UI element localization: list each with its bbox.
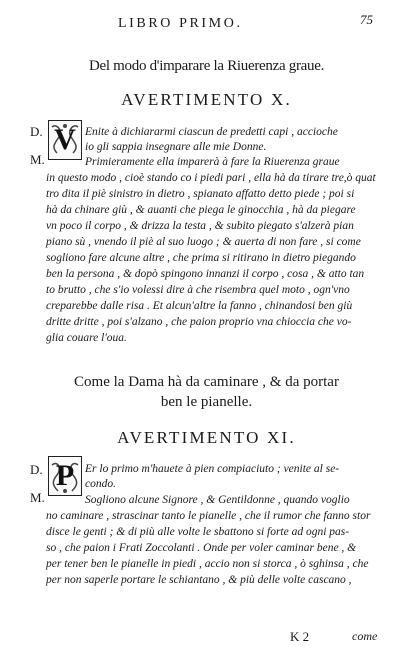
text-line: glia couare l'oua. — [46, 332, 127, 344]
text-line: dritte dritte , poi s'alzano , che paion proprio vna chioccia che vo- — [46, 316, 352, 328]
text-line: Er lo primo m'hauete à pien compiaciuto ; venite al se- — [85, 463, 340, 475]
text-line: tro dita il piè sinistro in dietro , spianato affatto detto piede ; poi si — [46, 188, 355, 200]
speaker-d: D. — [30, 462, 43, 477]
speaker-m: M. — [30, 152, 45, 167]
text-line: in questo modo , cioè stando co i piedi pari , ella hà da tirare tre,ò quat — [46, 172, 376, 184]
text-line: sogliono fare alcune altre , che prima si ritirano in dietro piegando — [46, 252, 356, 264]
text-line: Sogliono alcune Signore , & Gentildonne , quando voglio — [85, 494, 350, 506]
page-number: 75 — [360, 12, 373, 27]
text-line: per non saperle portare le schiantano , & più delle volte cascano , — [46, 574, 352, 586]
text-line: ben la persona , & dopò spingono innanzi il corpo , cosa , & atto tan — [46, 268, 365, 280]
text-line: condo. — [85, 478, 116, 490]
text-line: Enite à dichiararmi ciascun de predetti capi , accioche — [85, 126, 338, 138]
initial-letter: V — [54, 123, 76, 156]
text-line: vn poco il corpo , & drizza la testa , & subito piegato s'alzerà pian — [46, 220, 354, 232]
text-line: piano sù , vnendo il piè al suo luogo ; & auerta di non fare , si come — [46, 236, 361, 248]
avertimento-xi-heading: AVERTIMENTO XI. — [117, 428, 296, 447]
text-line: so , che paion i Frati Zoccolanti . Onde per voler caminar bene , & — [46, 542, 357, 554]
running-head — [0, 10, 413, 34]
running-head-title: LIBRO PRIMO. — [118, 16, 243, 31]
initial-letter: P — [55, 459, 75, 492]
section-heading-dama-line1: Come la Dama hà da caminare , & da portar — [74, 374, 339, 390]
text-line: per tener ben le pianelle in piedi , accio non si storca , ò sghinsa , che — [46, 558, 369, 570]
section-heading-riverenza: Del modo d'imparare la Riuerenza graue. — [88, 58, 325, 74]
text-line: no caminare , strascinar tanto le pianelle , che il rumor che fanno stor — [46, 510, 371, 522]
decorated-initial-v — [48, 120, 82, 160]
decorated-initial-p — [48, 456, 82, 496]
section-heading-dama-line2: ben le pianelle. — [160, 394, 253, 410]
text-line: to brutto , che s'io volessi dire à che risembra quel moto , ogn'vno — [46, 284, 350, 296]
text-line: hà da chinare giù , & auanti che piega le ginocchia , hà da piegare — [46, 204, 356, 216]
speaker-d: D. — [30, 124, 43, 139]
text-line: io gli sappia insegnare alle mie Donne. — [85, 141, 267, 153]
speaker-m: M. — [30, 490, 45, 505]
text-line: creparebbe dalle risa . Et alcun'altre la fanno , chinandosi ben giù — [46, 300, 353, 312]
text-line: disce le genti ; & di più alle volte le sbattono si forte ad ogni pas- — [46, 526, 350, 538]
signature-mark: K 2 — [290, 629, 310, 644]
catchword: come — [352, 629, 378, 643]
text-line: Primieramente ella imparerà à fare la Riuerenza graue — [85, 156, 340, 168]
avertimento-x-heading: AVERTIMENTO X. — [121, 90, 292, 109]
